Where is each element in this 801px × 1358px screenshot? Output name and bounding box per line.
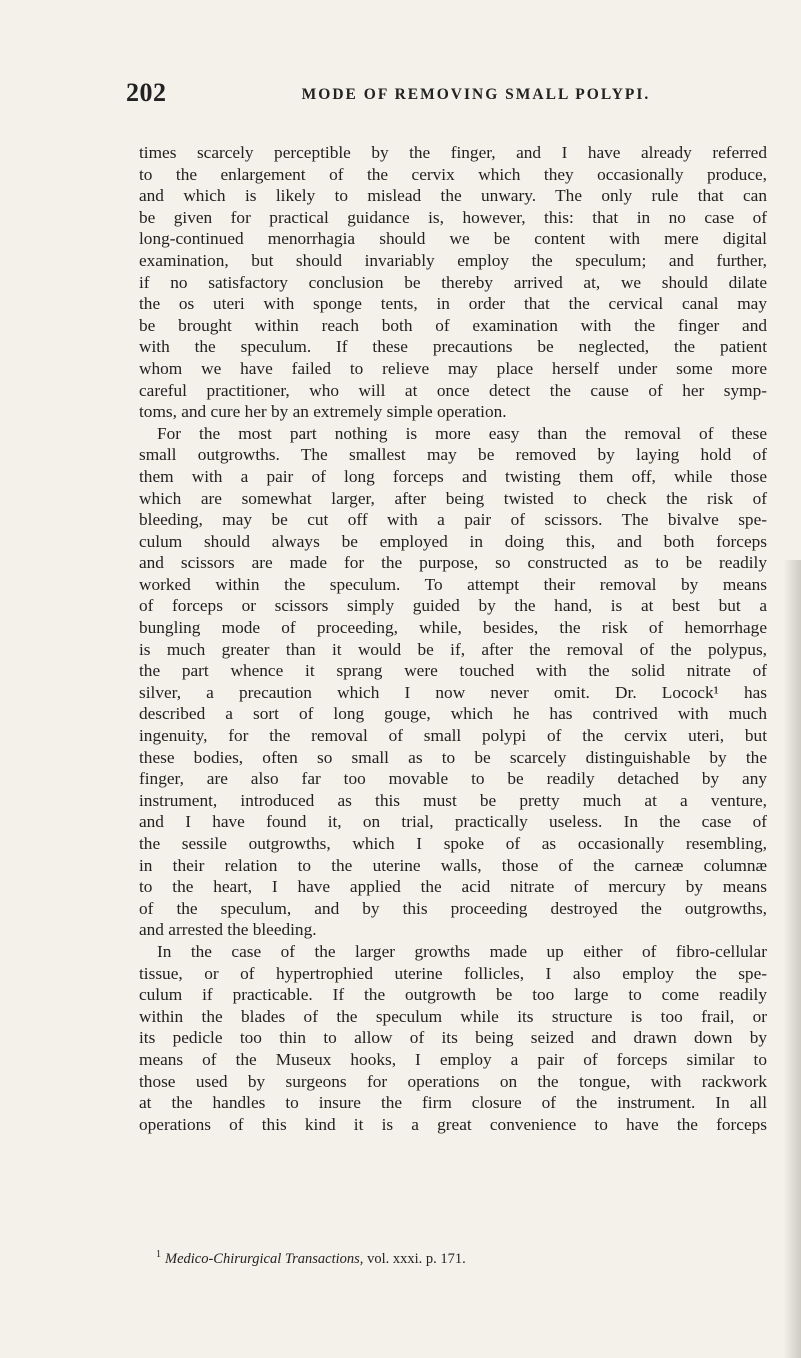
page-number: 202: [126, 78, 167, 107]
text-line: times scarcely perceptible by the finger, and I have already referred: [139, 143, 767, 162]
text-line: means of the Museux hooks, I employ a pair of forceps similar to: [139, 1049, 767, 1069]
text-line: of the speculum, and by this proceeding destroyed the outgrowths,: [139, 898, 767, 918]
text-line: of forceps or scissors simply guided by the hand, is at best but a: [139, 596, 767, 616]
text-line: toms, and cure her by an extremely simple operation.: [139, 402, 507, 422]
page-header: [126, 78, 766, 108]
text-line: in their relation to the uterine walls, those of the carneæ columnæ: [139, 855, 767, 875]
footnote-details: vol. xxxi. p. 171.: [367, 1250, 466, 1267]
text-line: them with a pair of long forceps and twisting them off, while those: [139, 466, 767, 486]
text-line: examination, but should invariably employ the speculum; and further,: [139, 250, 767, 270]
text-line: ingenuity, for the removal of small polypi of the cervix uteri, but: [139, 726, 767, 746]
running-head: MODE OF REMOVING SMALL POLYPI.: [301, 86, 651, 103]
text-line: the os uteri with sponge tents, in order that the cervical canal may: [139, 294, 767, 314]
text-line: is much greater than it would be if, after the removal of the polypus,: [139, 639, 767, 659]
text-line: In the case of the larger growths made up either of fibro-cellular: [157, 941, 767, 961]
text-line: and arrested the bleeding.: [139, 920, 317, 940]
text-line: culum if practicable. If the outgrowth be too large to come readily: [139, 985, 767, 1005]
text-line: to the heart, I have applied the acid nitrate of mercury by means: [139, 877, 767, 897]
text-line: instrument, introduced as this must be pretty much at a venture,: [139, 790, 767, 810]
text-line: the part whence it sprang were touched with the solid nitrate of: [139, 661, 767, 681]
text-line: which are somewhat larger, after being twisted to check the risk of: [139, 488, 767, 508]
text-line: small outgrowths. The smallest may be removed by laying hold of: [139, 445, 767, 465]
text-line: worked within the speculum. To attempt their removal by means: [139, 574, 767, 594]
text-line: careful practitioner, who will at once detect the cause of her symp-: [139, 380, 767, 400]
body-text: [139, 142, 767, 1135]
text-line: tissue, or of hypertrophied uterine follicles, I also employ the spe-: [139, 963, 767, 983]
text-line: at the handles to insure the firm closure of the instrument. In all: [139, 1093, 767, 1113]
text-line: and which is likely to mislead the unwary. The only rule that can: [139, 186, 767, 206]
footnote-source: Medico-Chirurgical Transactions,: [165, 1250, 364, 1267]
text-line: bleeding, may be cut off with a pair of scissors. The bivalve spe-: [139, 510, 767, 530]
text-line: be given for practical guidance is, however, this: that in no case of: [139, 207, 767, 227]
text-line: For the most part nothing is more easy than the removal of these: [157, 423, 767, 443]
text-line: with the speculum. If these precautions be neglected, the patient: [139, 337, 767, 357]
text-line: long-continued menorrhagia should we be content with mere digital: [139, 229, 767, 249]
text-line: its pedicle too thin to allow of its being seized and drawn down by: [139, 1028, 767, 1048]
text-line: bungling mode of proceeding, while, besides, the risk of hemorrhage: [139, 618, 767, 638]
text-line: within the blades of the speculum while its structure is too frail, or: [139, 1006, 767, 1026]
text-line: if no satisfactory conclusion be thereby arrived at, we should dilate: [139, 272, 767, 292]
footnote-marker: 1: [156, 1249, 161, 1260]
footnote: [156, 1249, 766, 1268]
text-line: the sessile outgrowths, which I spoke of as occasionally resembling,: [139, 834, 767, 853]
text-line: and I have found it, on trial, practically useless. In the case of: [139, 812, 767, 832]
text-line: silver, a precaution which I now never omit. Dr. Locock¹ has: [139, 682, 767, 702]
text-line: be brought within reach both of examination with the finger and: [139, 315, 767, 335]
text-line: to the enlargement of the cervix which they occasionally produce,: [139, 164, 767, 184]
text-line: culum should always be employed in doing this, and both forceps: [139, 531, 767, 551]
text-line: those used by surgeons for operations on the tongue, with rackwork: [139, 1071, 767, 1091]
text-line: whom we have failed to relieve may place herself under some more: [139, 358, 767, 378]
text-line: finger, are also far too movable to be readily detached by any: [139, 769, 767, 789]
page-edge-shadow: [783, 560, 801, 1358]
text-line: operations of this kind it is a great convenience to have the forceps: [139, 1114, 767, 1134]
text-line: described a sort of long gouge, which he has contrived with much: [139, 704, 767, 724]
text-line: and scissors are made for the purpose, so constructed as to be readily: [139, 553, 767, 573]
text-line: these bodies, often so small as to be scarcely distinguishable by the: [139, 747, 767, 767]
